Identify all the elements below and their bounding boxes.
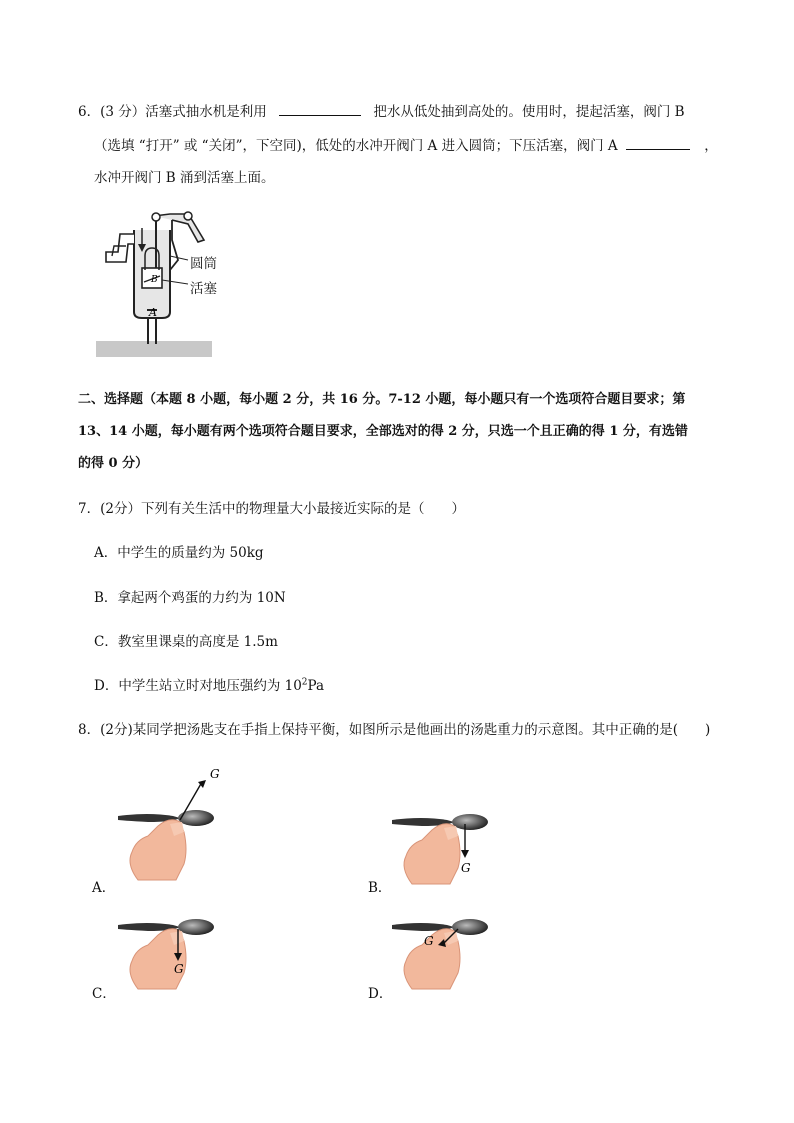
force-label-b: G: [461, 861, 471, 875]
q6-line3: 水冲开阀门 B 涌到活塞上面。: [94, 170, 275, 186]
fig-label-cylinder: 圆筒: [190, 256, 217, 272]
q8-label-b[interactable]: B．: [368, 880, 392, 896]
fig-label-b: B: [151, 275, 158, 285]
q7-stem: 7．(2分）下列有关生活中的物理量大小最接近实际的是（ ）: [78, 501, 465, 517]
q7-option-b[interactable]: B．拿起两个鸡蛋的力约为 10N: [94, 590, 286, 606]
force-label-d: G: [424, 934, 434, 948]
section2-line1: 二、选择题（本题 8 小题，每小题 2 分，共 16 分。7-12 小题，每小题只有一个选项符合题目要求；第: [78, 392, 686, 407]
q7-option-c[interactable]: C．教室里课桌的高度是 1.5m: [94, 634, 278, 650]
q6-line1: 6．(3 分）活塞式抽水机是利用 把水从低处抽到高处的。使用时，提起活塞，阀门 B: [78, 100, 685, 120]
q8-label-d[interactable]: D．: [368, 986, 393, 1002]
q7-option-a[interactable]: A．中学生的质量约为 50kg: [94, 545, 264, 561]
section2-line2: 13、14 小题，每小题有两个选项符合题目要求，全部选对的得 2 分，只选一个且正确的得 1 分，有选错: [78, 424, 688, 439]
q8-label-c[interactable]: C．: [92, 986, 116, 1002]
q8-stem: 8．(2分)某同学把汤匙支在手指上保持平衡，如图所示是他画出的汤匙重力的示意图。其中正确的是( ): [78, 722, 711, 738]
ground: [96, 341, 212, 357]
q8-figure-d[interactable]: [392, 905, 502, 1000]
q8-label-a[interactable]: A．: [92, 880, 116, 896]
force-label-c: G: [174, 962, 184, 976]
pump-figure: [92, 200, 282, 365]
section2-line3: 的得 0 分）: [78, 456, 149, 471]
q8-figure-b[interactable]: [392, 800, 502, 895]
force-label-a: G: [210, 767, 220, 781]
q8-figure-c[interactable]: [118, 905, 228, 1000]
q6-line2: （选填 “打开” 或 “关闭”，下空同)，低处的水冲开阀门 A 进入圆筒；下压活塞，阀门 A ，: [94, 134, 718, 154]
fig-label-a: A: [149, 306, 157, 319]
q7-option-d[interactable]: D．中学生站立时对地压强约为 $10^2Pa$: [94, 677, 325, 694]
fig-label-piston: 活塞: [190, 281, 217, 297]
q8-figure-a[interactable]: [118, 760, 238, 890]
q6-blank-1[interactable]: [279, 101, 361, 116]
q6-blank-2[interactable]: [626, 135, 690, 150]
